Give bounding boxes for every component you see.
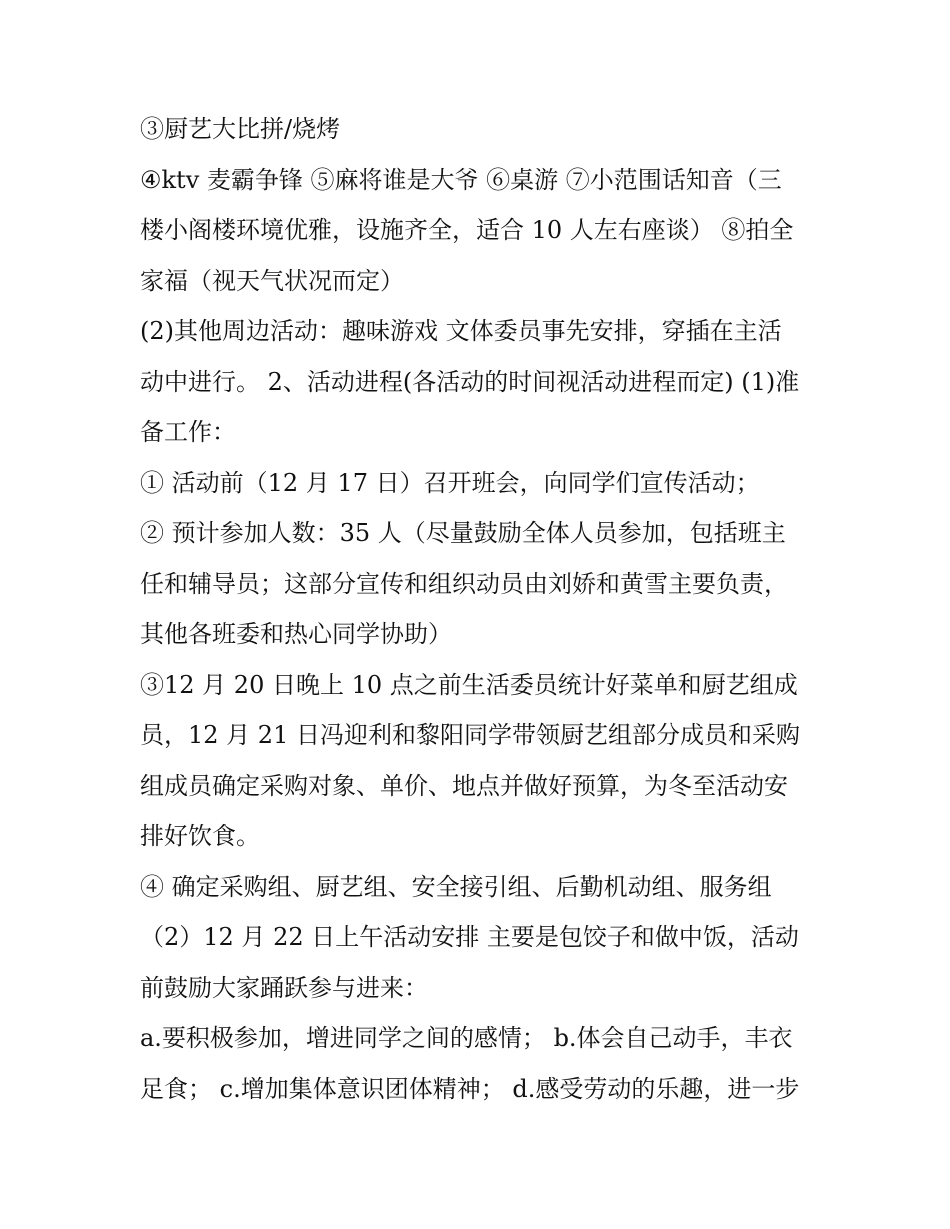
text-line: 其他各班委和热心同学协助）	[140, 620, 452, 648]
text-line: 前鼓励大家踊跃参与进来：	[140, 973, 428, 1002]
text-line: 备工作：	[140, 418, 236, 446]
text-line: (2)其他周边活动：趣味游戏 文体委员事先安排，穿插在主活	[140, 317, 782, 345]
text-line: 动中进行。 2、活动进程(各活动的时间视活动进程而定) (1)准	[140, 367, 800, 396]
text-line: ① 活动前（12 月 17 日）召开班会，向同学们宣传活动；	[140, 468, 760, 497]
text-line: 员，12 月 21 日冯迎利和黎阳同学带领厨艺组部分成员和采购	[140, 721, 800, 749]
text-line: （2）12 月 22 日上午活动安排 主要是包饺子和做中饭，活动	[140, 923, 799, 951]
text-line: 足食； c.增加集体意识团体精神； d.感受劳动的乐趣，进一步	[140, 1074, 800, 1103]
text-line: 排好饮食。	[140, 822, 260, 850]
text-line: a.要积极参加，增进同学之间的感情； b.体会自己动手，丰衣	[140, 1024, 793, 1052]
text-line: 组成员确定采购对象、单价、地点并做好预算，为冬至活动安	[140, 771, 788, 800]
text-line: ③12 月 20 日晚上 10 点之前生活委员统计好菜单和厨艺组成	[140, 670, 798, 699]
document-body	[140, 104, 820, 1114]
text-line: ③厨艺大比拼/烧烤	[140, 115, 341, 143]
text-line: 楼小阁楼环境优雅，设施齐全，适合 10 人左右座谈） ⑧拍全	[140, 216, 794, 244]
text-line: ② 预计参加人数：35 人（尽量鼓励全体人员参加，包括班主	[140, 519, 786, 547]
text-line: 任和辅导员；这部分宣传和组织动员由刘娇和黄雪主要负责，	[140, 569, 788, 598]
text-line: ④ 确定采购组、厨艺组、安全接引组、后勤机动组、服务组	[140, 872, 772, 901]
text-line: ④ktv 麦霸争锋 ⑤麻将谁是大爷 ⑥桌游 ⑦小范围话知音（三	[140, 165, 782, 194]
text-line: 家福（视天气状况而定）	[140, 266, 404, 295]
